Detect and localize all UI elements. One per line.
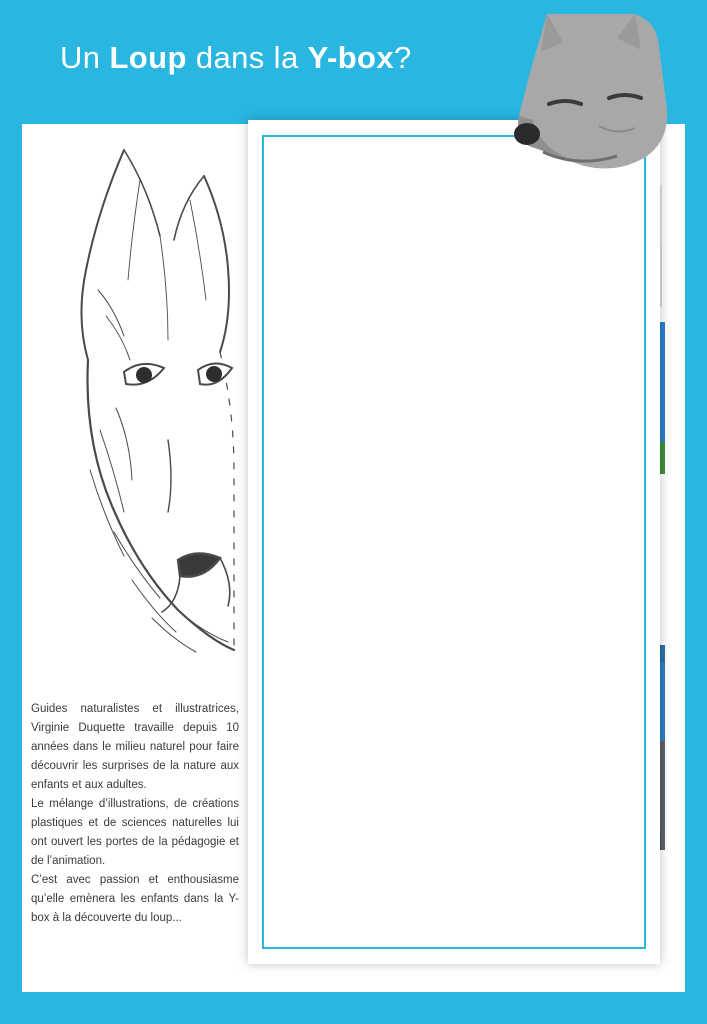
title-bold-ybox: Y-box xyxy=(307,40,395,75)
wolf-pencil-sketch xyxy=(28,140,278,700)
title-part-3: ? xyxy=(394,40,412,75)
title-part-1: Un xyxy=(60,40,110,75)
left-text-column xyxy=(31,700,239,928)
right-border-band xyxy=(685,124,707,1024)
left-paragraph-3: C’est avec passion et enthousiasme qu’elle emènera les enfants dans la Y-box à la découverte du loup... xyxy=(31,874,239,924)
left-paragraph-2: Le mélange d’illustrations, de créations plastiques et de sciences naturelles lui ont ouvert les portes de la pédagogie et de l’animation. xyxy=(31,798,239,867)
title-bold-loup: Loup xyxy=(109,40,187,75)
page-title xyxy=(60,40,412,76)
footer-band xyxy=(0,992,707,1024)
title-part-2: dans la xyxy=(186,40,308,75)
main-content-card xyxy=(248,120,660,964)
left-border-band xyxy=(0,124,22,1024)
left-paragraph-1: Guides naturalistes et illustratrices, Virginie Duquette travaille depuis 10 années dans le milieu naturel pour faire découvrir les surprises de la nature aux enfants et aux adultes. xyxy=(31,703,239,791)
card-inner-border xyxy=(262,135,646,949)
wolf-mascot-icon xyxy=(489,6,679,181)
